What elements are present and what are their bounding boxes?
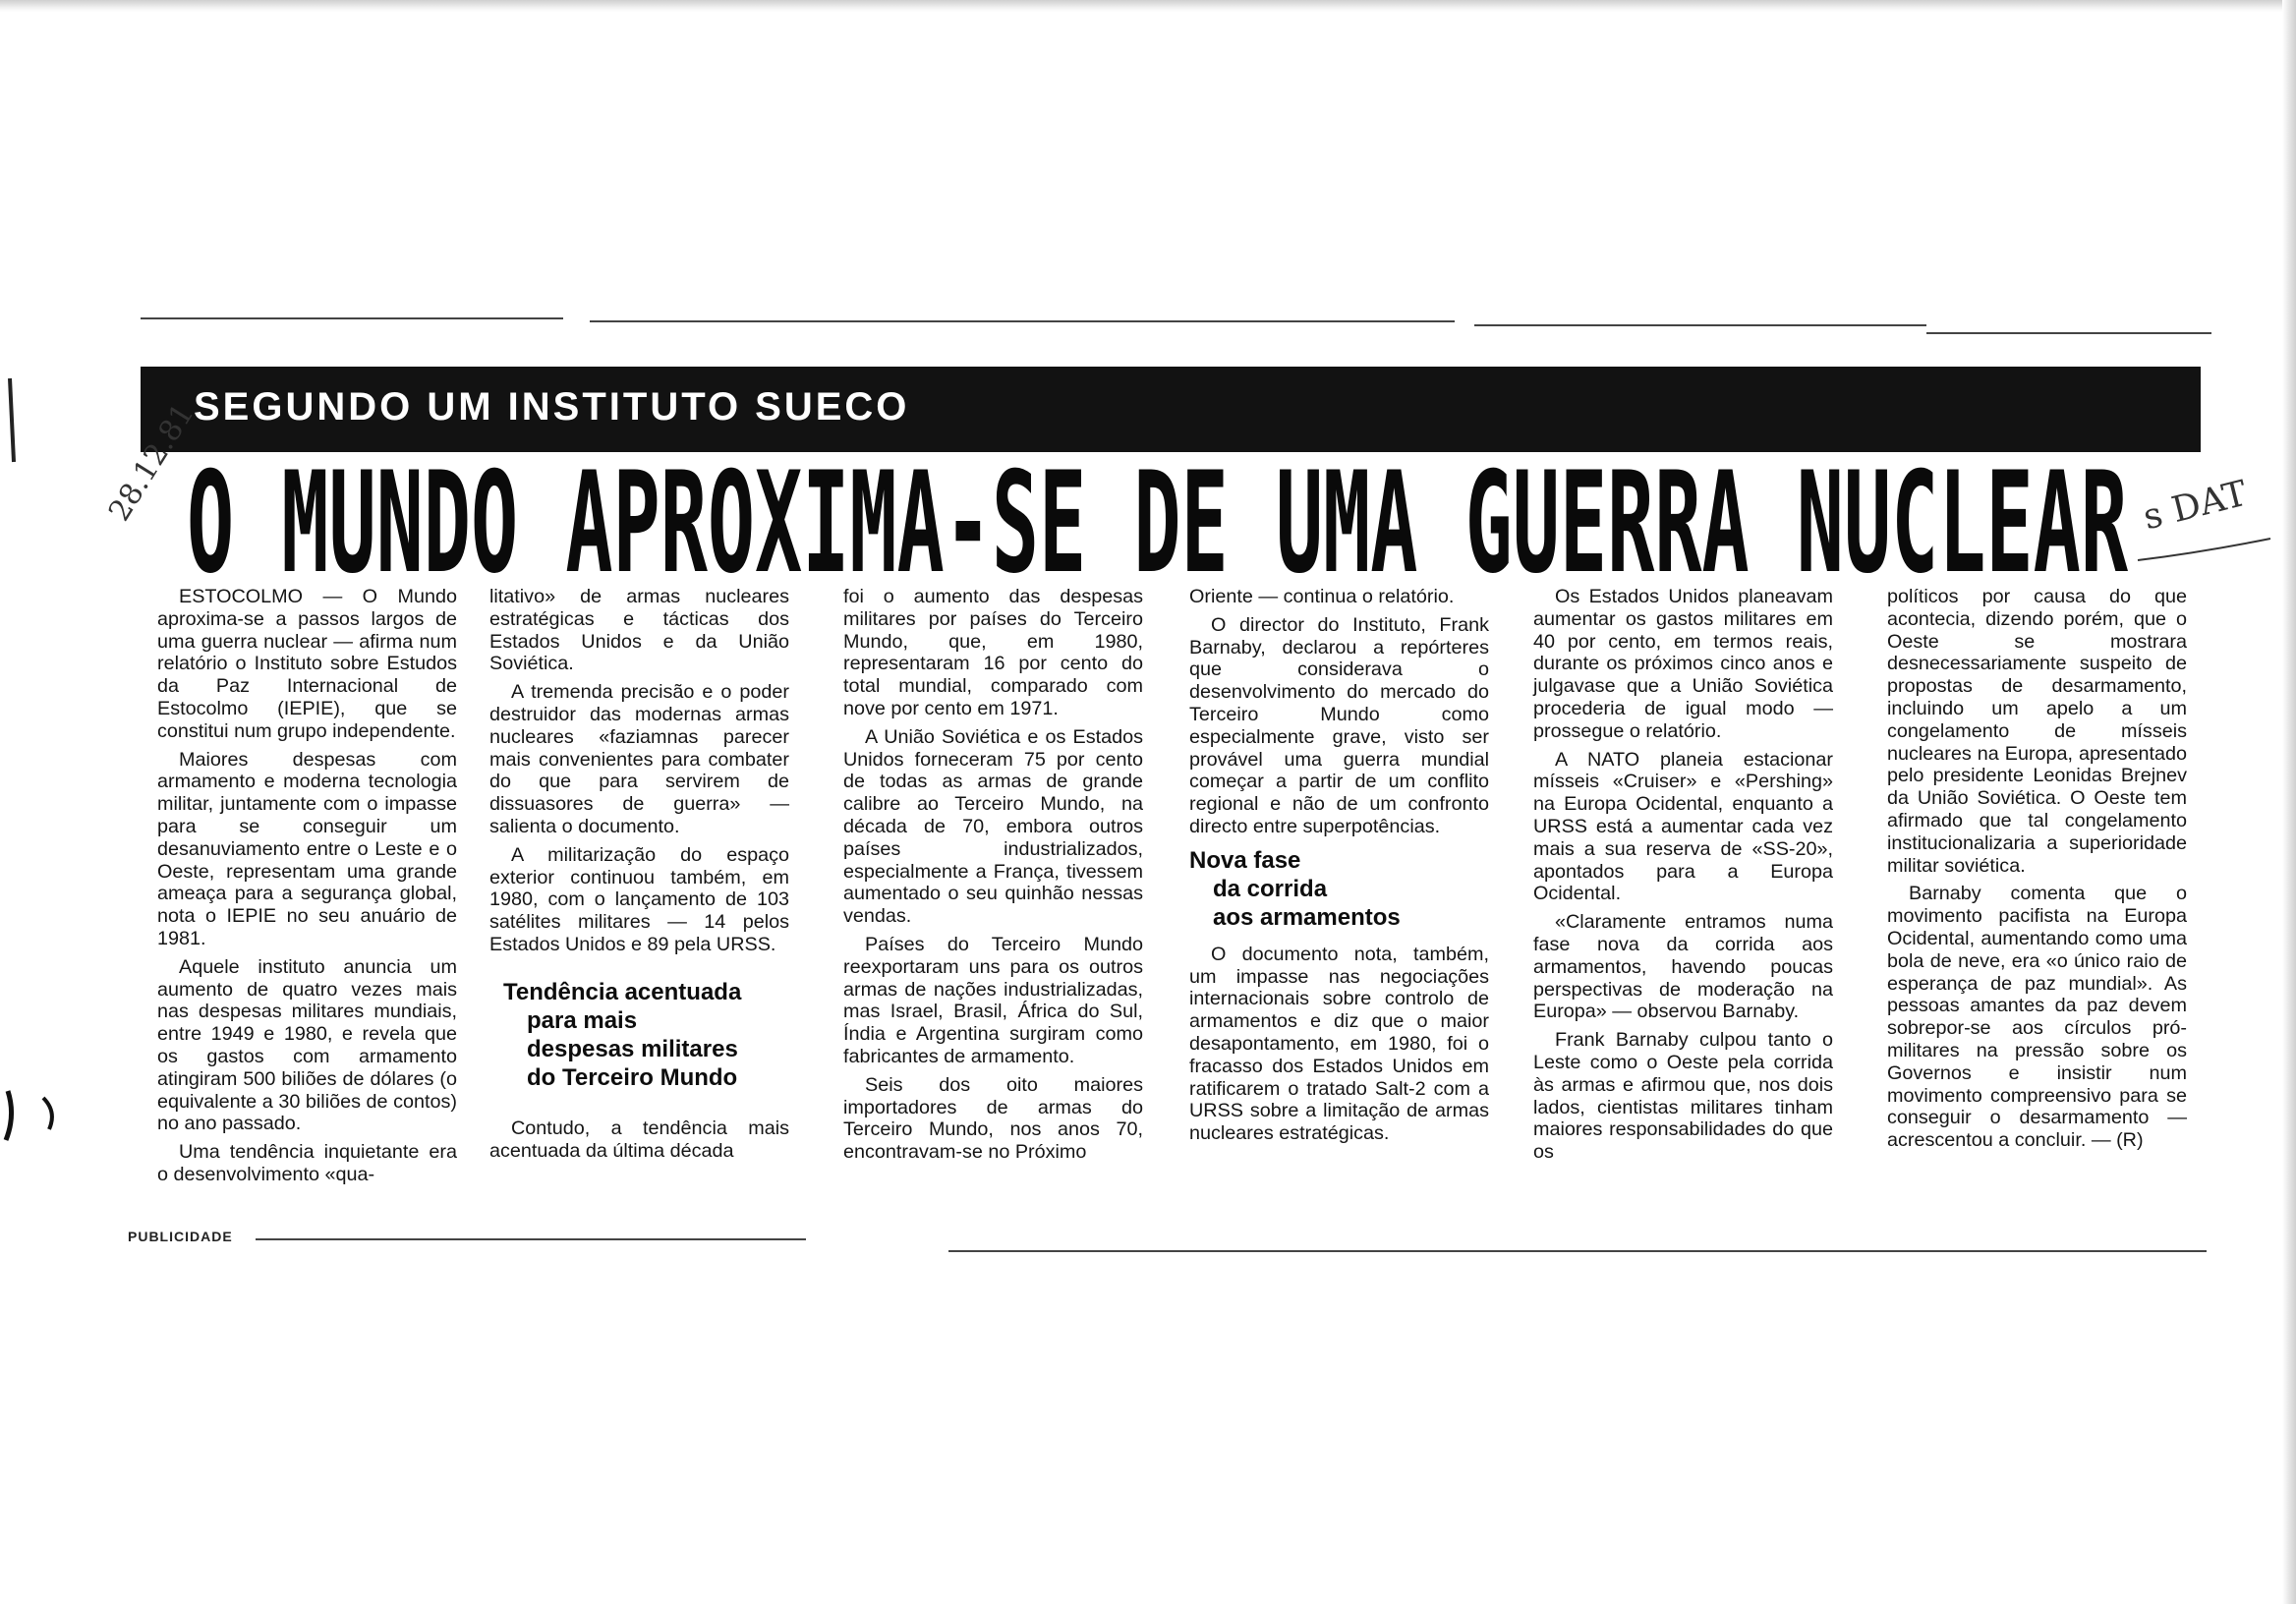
paragraph: políticos por causa do que acontecia, dizendo porém, que o Oeste se mostrara desnecessariamente suspeito de propostas de desarmamento, incluindo um apelo a um congelamento de mísseis nucleares na Europa, apresentado pelo presidente Leonidas Brejnev da União Soviética. O Oeste tem afirmado que tal congelamento institucionalizaria a superioridade militar soviética. — [1887, 586, 2187, 877]
subheading-line: do Terceiro Mundo — [527, 1063, 738, 1091]
top-rule-far — [1926, 332, 2211, 334]
paragraph: foi o aumento das despesas militares por países do Terceiro Mundo, que, em 1980, representaram 16 por cento do total mundial, comparado com nove por cento em 1971. — [843, 586, 1143, 719]
paragraph: ESTOCOLMO — O Mundo aproxima-se a passos largos de uma guerra nuclear — afirma num relatório o Instituto sobre Estudos da Paz Internacional de Estocolmo (IEPIE), que se constitui num grupo independente. — [157, 586, 457, 742]
paragraph: A NATO planeia estacionar mísseis «Cruiser» e «Pershing» na Europa Ocidental, enquanto a URSS está a aumentar cada vez mais a sua reserva de «SS-20», apontados para a Europa Ocidental. — [1533, 748, 1833, 905]
subheading-line: despesas militares — [527, 1035, 738, 1062]
subheading-line: para mais — [527, 1006, 638, 1034]
paragraph: Seis dos oito maiores importadores de armas do Terceiro Mundo, nos anos 70, encontravam-se no Próximo — [843, 1073, 1143, 1164]
paragraph: litativo» de armas nucleares estratégicas e tácticas dos Estados Unidos e da União Soviética. — [489, 586, 789, 675]
paragraph: Aquele instituto anuncia um aumento de quatro vezes mais nas despesas militares mundiais, entre 1949 e 1980, e revela que os gastos com armamento atingiram 500 biliões de dólares (o equivalente a 30 biliões de contos) no ano passado. — [157, 955, 457, 1135]
paragraph: Frank Barnaby culpou tanto o Leste como o Oeste pela corrida às armas e afirmou que, nos dois lados, cientistas militares tinham maiores responsabilidades do que os — [1533, 1029, 1833, 1164]
paragraph: Oriente — continua o relatório. — [1189, 586, 1455, 607]
kicker-text: SEGUNDO UM INSTITUTO SUECO — [194, 385, 910, 429]
cutoff-label: PUBLICIDADE — [128, 1229, 233, 1244]
scan-right-edge — [2282, 0, 2296, 1604]
column-6 — [1887, 586, 2187, 1158]
paragraph: Barnaby comenta que o movimento pacifista na Europa Ocidental, aumentando como uma bola de neve, era «o único raio de esperança de paz mundial». As pessoas amantes da paz devem sobrepor-se aos círculos pró-militares na pressão sobre os Governos e insistir num movimento compreensivo para se conseguir o desarmamento — acrescentou a concluir. — (R) — [1887, 883, 2187, 1152]
headline-text: O MUNDO APROXIMA-SE DE UMA GUERRA NUCLEAR — [187, 448, 2129, 584]
paragraph: Países do Terceiro Mundo reexportaram uns para os outros armas de nações industrializadas, mas Israel, Brasil, África do Sul, Índia e Argentina surgiram como fabricantes de armamento. — [843, 933, 1143, 1067]
paragraph: A militarização do espaço exterior continuou também, em 1980, com o lançamento de 103 satélites militares — 14 pelos Estados Unidos e 89 pela URSS. — [489, 843, 789, 955]
scan-bracket-mark — [0, 1086, 69, 1145]
paragraph: Maiores despesas com armamento e moderna tecnologia militar, juntamente com o impasse para se conseguir um desanuviamento entre o Leste e o Oeste, representam uma grande ameaça para a segurança global, nota o IEPIE no seu anuário de 1981. — [157, 748, 457, 949]
column-4 — [1189, 586, 1489, 1151]
paragraph: O documento nota, também, um impasse nas negociações internacionais sobre controlo de armamentos e diz que o maior desapontamento, em 1980, foi o fracasso dos Estados Unidos em ratificarem o tratado Salt-2 com a URSS sobre a limitação de armas nucleares estratégicas. — [1189, 943, 1489, 1145]
subheading-line: da corrida — [1213, 875, 1328, 902]
column-3 — [843, 586, 1143, 1170]
subheading-line: Nova fase — [1189, 846, 1301, 874]
column-5 — [1533, 586, 1833, 1170]
paragraph: Uma tendência inquietante era o desenvolvimento «qua- — [157, 1141, 457, 1185]
top-rule-right — [1474, 324, 1926, 326]
paragraph: A União Soviética e os Estados Unidos forneceram 75 por cento de todas as armas de grande calibre ao Terceiro Mundo, na década de 70, embora outros países industrializados, especialmente a França, tivessem aumentado o seu quinhão nessas vendas. — [843, 725, 1143, 928]
subheading-line: Tendência acentuada — [503, 978, 742, 1005]
paragraph: Os Estados Unidos planeavam aumentar os gastos militares em 40 por cento, em termos reais, durante os próximos cinco anos e julgavase que a União Soviética procederia de igual modo — prossegue o relatório. — [1533, 586, 1833, 742]
top-rule-mid — [590, 320, 1455, 322]
paragraph: Contudo, a tendência mais acentuada da última década — [489, 1117, 789, 1162]
paragraph: A tremenda precisão e o poder destruidor das modernas armas nucleares «faziamnas parecer mais convenientes para combater do que para servirem de dissuasores de guerra» — salienta o documento. — [489, 681, 789, 837]
subheading — [503, 978, 789, 1092]
top-rule-left — [141, 317, 563, 319]
scan-smudge-left — [0, 373, 39, 472]
paragraph: «Claramente entramos numa fase nova da corrida aos armamentos, havendo poucas perspectivas de moderação na Europa» — observou Barnaby. — [1533, 911, 1833, 1023]
scan-underline-right — [2133, 531, 2280, 570]
handwritten-date: 28.12.81 — [102, 397, 201, 528]
paragraph: O director do Instituto, Frank Barnaby, declarou a repórteres que considerava o desenvolvimento do mercado do Terceiro Mundo como especialmente grave, visto ser provável uma guerra mundial começar a partir de um conflito regional e não de um confronto directo entre superpotências. — [1189, 613, 1489, 837]
headline — [187, 448, 2133, 584]
column-2 — [489, 586, 789, 1168]
subheading — [1189, 846, 1489, 932]
bottom-rule-right — [948, 1250, 2207, 1252]
bottom-rule-left — [256, 1238, 806, 1240]
scan-top-edge — [0, 0, 2296, 12]
column-1 — [157, 586, 457, 1192]
subheading-line: aos armamentos — [1213, 903, 1401, 931]
handwritten-right-note: s DAT — [2139, 473, 2252, 539]
